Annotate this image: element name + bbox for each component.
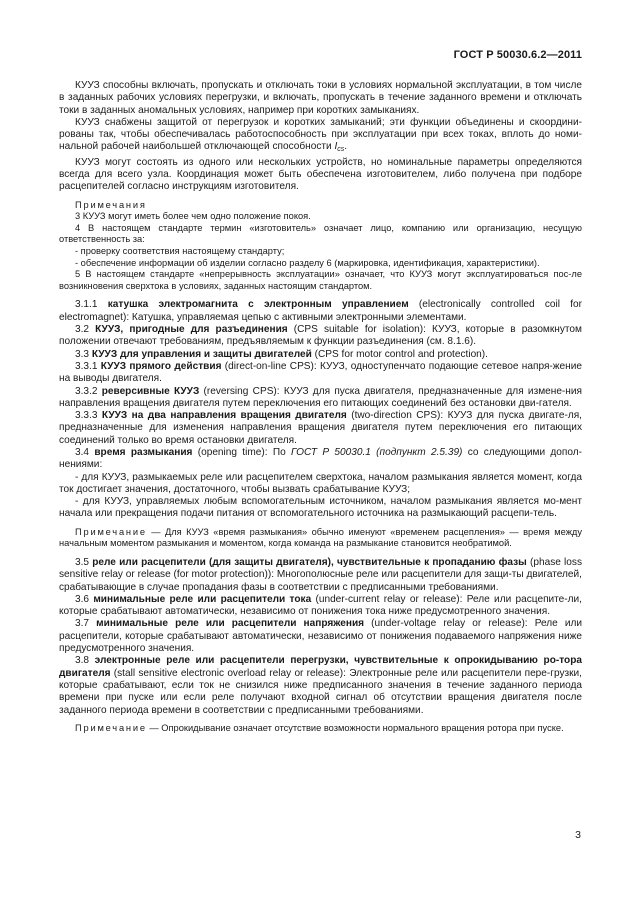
symbol-ics: $I_{cs}$ [334, 141, 345, 154]
term-3-7: 3.7 минимальные реле или расцепители напряжения (under-voltage relay or release): Реле или расцепители, которые срабатывают автоматически, независимо от понижения подаваемого напряжения ниже предусмотренного значения. [59, 618, 583, 655]
note-item: 5 В настоящем стандарте «непрерывность эксплуатации» означает, что КУУЗ могут эксплуатироваться пос-ле возникновения сверхтока в условиях, заданных настоящим стандартом. [59, 269, 582, 291]
intro-paragraph-2: КУУЗ снабжены защитой от перегрузок и коротких замыканий; эти функции объединены и скоордини-рованы так, чтобы обеспечивалась работоспособность при эксплуатации при всех токах, вплоть до номи-нальной рабочей наибольшей отключающей способности $I_{cs}$. [59, 116, 582, 154]
term-3-3-3: 3.3.3 КУУЗ на два направления вращения двигателя (two-direction CPS): КУУЗ для пуска двигате-ля, предназначенные для изменения направления вращения двигателя путем переключения его питающих соединений только во время остановки двигателя. [59, 410, 582, 446]
document-body [59, 80, 582, 741]
term-3-5: 3.5 реле или расцепители (для защиты двигателя), чувствительные к пропаданию фазы (phase loss sensitive relay or release (for motor protection)): Многополюсные реле или расцепители для защи-ты двигателей, срабатывающие в случае пропадания фазы в соответствии с предписанными требованиями. [59, 556, 582, 593]
notes-block-2 [59, 527, 582, 550]
note-item: - проверку соответствия настоящему стандарту; [75, 246, 285, 257]
note-3-4: Примечание — Для КУУЗ «время размыкания» обычно именуют «временем расцепления» — время между начальным моментом размыкания и моментом, когда команда на размыкание становится необратимой. [59, 526, 582, 549]
term-3-3-2: 3.3.2 реверсивные КУУЗ (reversing CPS): КУУЗ для пуска двигателя, предназначенные для измене-ния направления вращения двигателя путем переключения его питающих соединений без остановки дви-гателя. [59, 385, 582, 409]
note-3-8: Примечание — Опрокидывание означает отсутствие возможности нормального вращения ротора при пуске. [75, 722, 564, 733]
term-3-3-1: 3.3.1 КУУЗ прямого действия (direct-on-line CPS): КУУЗ, одноступенчато подающие сетевое напря-жение на выводы двигателя. [59, 360, 582, 385]
term-3-6: 3.6 минимальные реле или расцепители тока (under-current relay or release): Реле или расцепите-ли, которые срабатывают автоматически, независимо от понижения тока ниже предусмотренного значения. [59, 593, 582, 618]
intro-paragraph-3: КУУЗ могут состоять из одного или нескольких устройств, но номинальные параметры определяются всегда для всего узла. Координация может быть обеспечена изготовителем, либо получена при подборе расцепителей согласно инструкциям изготовителя. [59, 156, 582, 193]
note-item: 4 В настоящем стандарте термин «изготовитель» означает лицо, компанию или организацию, несущую ответственность за: [59, 222, 582, 245]
term-3-2: 3.2 КУУЗ, пригодные для разъединения (CPS suitable for isolation): КУУЗ, которые в разомкнутом положении отвечают требованиям, предъявляемым к функции разъединения (см. 8.1.6). [59, 324, 582, 348]
standard-header: ГОСТ Р 50030.6.2—2011 [453, 49, 582, 61]
page-number: 3 [575, 829, 581, 841]
term-3-4-item: - для КУУЗ, размыкаемых реле или расцепителем сверхтока, началом размыкания является момент, когда ток достигает значения, достаточного, чтобы вызвать срабатывание КУУЗ; [59, 471, 582, 495]
term-3-4: 3.4 время размыкания (opening time): По ГОСТ Р 50030.1 (подпункт 2.5.39) со следующими допол-нениями: [59, 446, 583, 471]
term-3-4-item: - для КУУЗ, управляемых любым вспомогательным источником, началом размыкания является мо-мент начала или прекращения подачи питания от вспомогательного источника на размыкающий расцепи-тель. [59, 496, 582, 520]
intro-paragraph-1: КУУЗ способны включать, пропускать и отключать токи в условиях нормальной эксплуатации, в том числе в заданных рабочих условиях перегрузки, и включать, пропускать в течение заданного времени и отключать токи в заданных аномальных условиях, например при коротких замыканиях. [59, 80, 582, 116]
term-3-1-1: 3.1.1 катушка электромагнита с электронным управлением (electronically controlled coil for electromagnet): Катушка, управляемая цепью с активными электронными элементами. [59, 299, 582, 323]
standard-reference: ГОСТ Р 50030.1 (подпункт 2.5.39) [290, 446, 463, 458]
term-3-3: 3.3 КУУЗ для управления и защиты двигателей (CPS for motor control and protection). [75, 348, 488, 360]
note-item: - обеспечение информации об изделии согласно разделу 6 (маркировка, идентификация, характеристики). [75, 257, 540, 268]
notes-block-3 [59, 723, 582, 735]
note-item: 3 КУУЗ могут иметь более чем одно положение покоя. [75, 211, 311, 222]
notes-block-1 [59, 200, 582, 293]
term-3-8: 3.8 электронные реле или расцепители перегрузки, чувствительные к опрокидыванию ро-тора двигателя (stall sensitive electronic overload relay or release): Электронные реле или расцепители пере-грузки, которые срабатывают, если ток не снизился ниже предписанного значения в течение заданного периода времени при пуске или если реле получают входной сигнал об отсутствии вращения двигателя после заданного периода времени в соответствии с предписанными требованиями. [59, 655, 582, 716]
notes-heading: Примечания [75, 199, 147, 210]
